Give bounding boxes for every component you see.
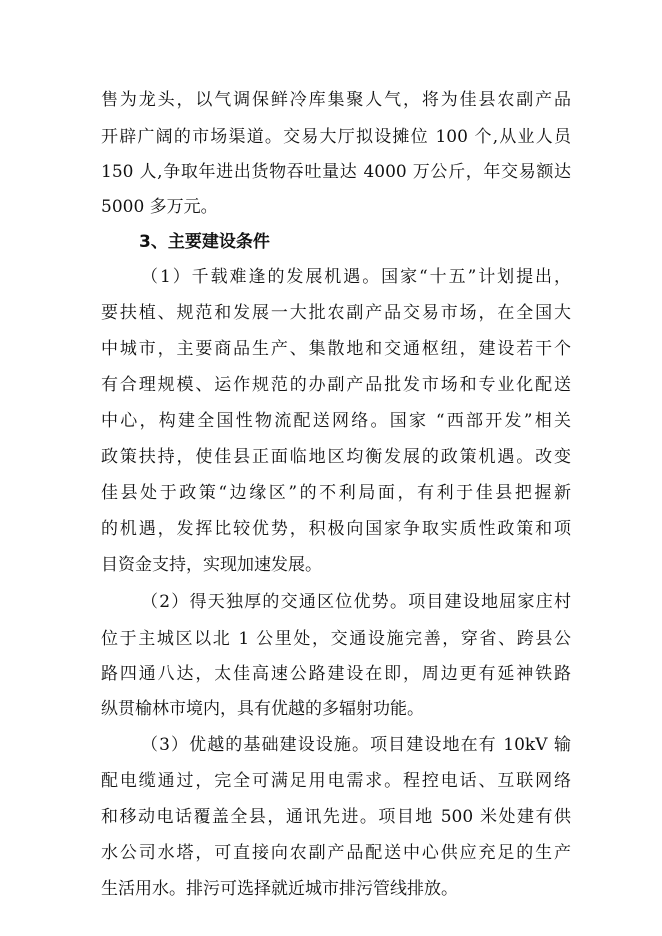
text-line: 路四通八达，太佳高速公路建设在即，周边更有延神铁路 xyxy=(101,664,571,684)
text-line: 的机遇，发挥比较优势，积极向国家争取实质性政策和项 xyxy=(101,519,571,539)
text-line: 纵贯榆林市境内，具有优越的多辐射功能。 xyxy=(101,699,424,719)
text-line: 位于主城区以北 1 公里处，交通设施完善，穿省、跨县公 xyxy=(101,629,571,649)
text-line: 售为龙头，以气调保鲜冷库集聚人气，将为佳县农副产品 xyxy=(101,90,571,110)
text-line: 佳县处于政策“边缘区”的不利局面，有利于佳县把握新 xyxy=(101,483,571,503)
text-line: 政策扶持，使佳县正面临地区均衡发展的政策机遇。改变 xyxy=(101,447,571,467)
text-line: 水公司水塔，可直接向农副产品配送中心供应充足的生产 xyxy=(101,843,571,863)
text-line: 150 人,争取年进出货物吞吐量达 4000 万公斤，年交易额达 xyxy=(101,162,571,182)
section-heading: 3、主要建设条件 xyxy=(139,232,270,252)
text-line: 配电缆通过，完全可满足用电需求。程控电话、互联网络 xyxy=(101,771,571,791)
text-line: 中城市，主要商品生产、集散地和交通枢纽，建设若干个 xyxy=(101,339,571,359)
text-line: （2）得天独厚的交通区位优势。项目建设地屈家庄村 xyxy=(141,592,571,612)
text-line: 要扶植、规范和发展一大批农副产品交易市场，在全国大 xyxy=(101,303,571,323)
text-line: 开辟广阔的市场渠道。交易大厅拟设摊位 100 个,从业人员 xyxy=(101,127,571,147)
text-line: （3）优越的基础建设设施。项目建设地在有 10kV 输 xyxy=(141,735,571,755)
text-line: 和移动电话覆盖全县，通讯先进。项目地 500 米处建有供 xyxy=(101,807,571,827)
text-line: （1）千载难逢的发展机遇。国家“十五”计划提出， xyxy=(141,267,571,287)
text-line: 生活用水。排污可选择就近城市排污管线排放。 xyxy=(101,879,458,899)
text-line: 中心，构建全国性物流配送网络。国家 “西部开发”相关 xyxy=(101,411,571,431)
text-line: 有合理规模、运作规范的办副产品批发市场和专业化配送 xyxy=(101,375,571,395)
text-line: 目资金支持，实现加速发展。 xyxy=(101,555,322,575)
text-line: 5000 多万元。 xyxy=(101,197,218,217)
